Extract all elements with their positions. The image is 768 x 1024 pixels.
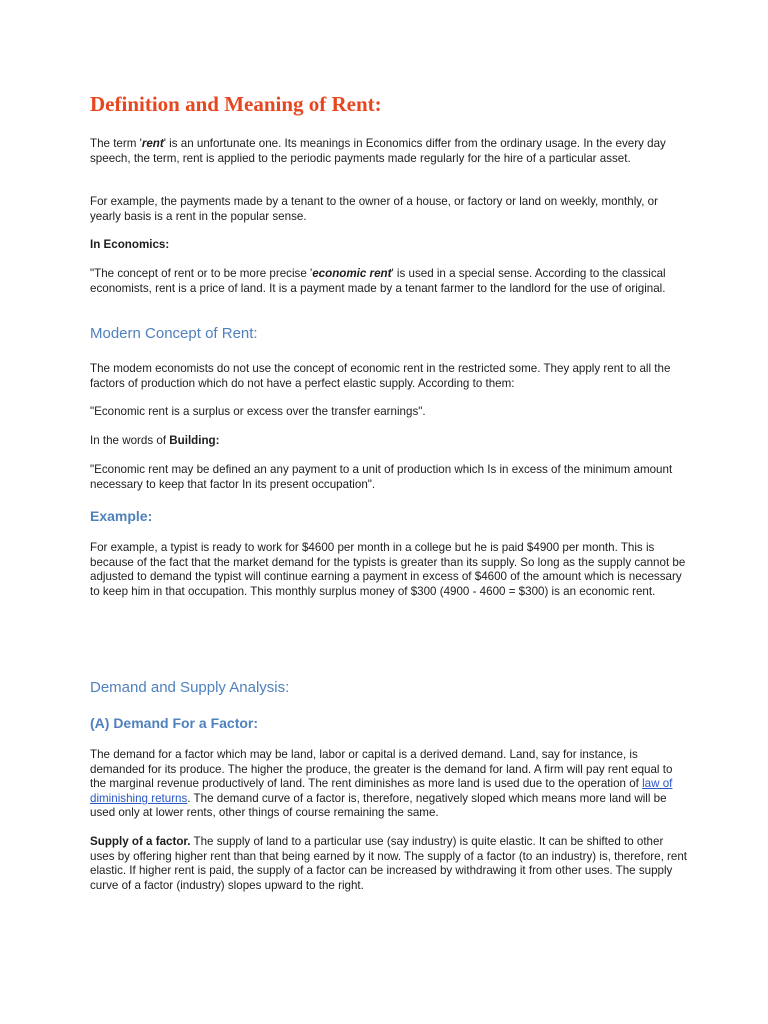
law-of-diminishing-returns-link[interactable]: law of diminishing returns: [90, 777, 673, 805]
intro-paragraph-3: [90, 267, 690, 296]
modern-paragraph-3: [90, 434, 690, 449]
modern-paragraph-1: The modem economists do not use the concept of economic rent in the restricted some. They apply rent to all the factors of production which do not have a perfect elastic supply. According to them:: [90, 362, 671, 390]
in-economics-heading: In Economics:: [90, 238, 170, 251]
page-title: Definition and Meaning of Rent:: [90, 92, 382, 116]
author-name: Building:: [169, 434, 220, 447]
rent-term: rent: [141, 137, 164, 150]
demand-paragraph: [90, 748, 690, 821]
demand-factor-heading: (A) Demand For a Factor:: [90, 715, 259, 731]
modern-paragraph-2: "Economic rent is a surplus or excess over the transfer earnings".: [90, 405, 426, 418]
text: In the words of: [90, 434, 170, 447]
text: The term ': [90, 137, 142, 150]
text: ' is an unfortunate one. Its meanings in Economics differ from the ordinary usage. In the every day speech, the term, rent is applied to the periodic payments made regularly for the hire of a particular asset.: [90, 137, 666, 165]
economic-rent-term: economic rent: [312, 267, 392, 280]
text: ' is used in a special sense. According to the classical economists, rent is a price of land. It is a payment made by a tenant farmer to the landlord for the use of original.: [90, 267, 666, 295]
example-heading: Example:: [90, 508, 153, 524]
supply-paragraph: [90, 835, 690, 893]
text: "The concept of rent or to be more precise ': [90, 267, 313, 280]
intro-paragraph-1: [90, 137, 690, 166]
modern-concept-heading: Modern Concept of Rent:: [90, 325, 258, 342]
text: The demand for a factor which may be land, labor or capital is a derived demand. Land, say for instance, is demanded for its produce. The higher the produce, the greater is the demand for land. A firm will pay rent equal to the marginal revenue productively of land. The rent diminishes as more land is used due to the operation of: [90, 748, 673, 791]
intro-paragraph-2: For example, the payments made by a tenant to the owner of a house, or factory or land on weekly, monthly, or yearly basis is a rent in the popular sense.: [90, 195, 658, 223]
modern-paragraph-4: "Economic rent may be defined an any payment to a unit of production which Is in excess of the minimum amount necessary to keep that factor In its present occupation".: [90, 463, 673, 491]
text: The supply of land to a particular use (say industry) is quite elastic. It can be shifted to other uses by offering higher rent than that being earned by it now. The supply of a factor (to an industry) is, therefore, rent elastic. If higher rent is paid, the supply of a factor can be increased by withdrawing it from other uses. The supply curve of a factor (industry) slopes upward to the right.: [90, 835, 687, 892]
text: . The demand curve of a factor is, therefore, negatively sloped which means more land will be used only at lower rents, other things of course remaining the same.: [90, 791, 667, 820]
supply-term: Supply of a factor.: [90, 835, 191, 848]
example-paragraph: For example, a typist is ready to work for $4600 per month in a college but he is paid $4900 per month. This is because of the fact that the market demand for the typists is greater than its supply. So long as the supply cannot be adjusted to demand the typist will continue earning a payment in excess of $4600 of the amount which is necessary to keep him in that occupation. This monthly surplus money of $300 (4900 - 4600 = $300) is an economic rent.: [90, 541, 686, 598]
demand-supply-heading: Demand and Supply Analysis:: [90, 679, 290, 696]
